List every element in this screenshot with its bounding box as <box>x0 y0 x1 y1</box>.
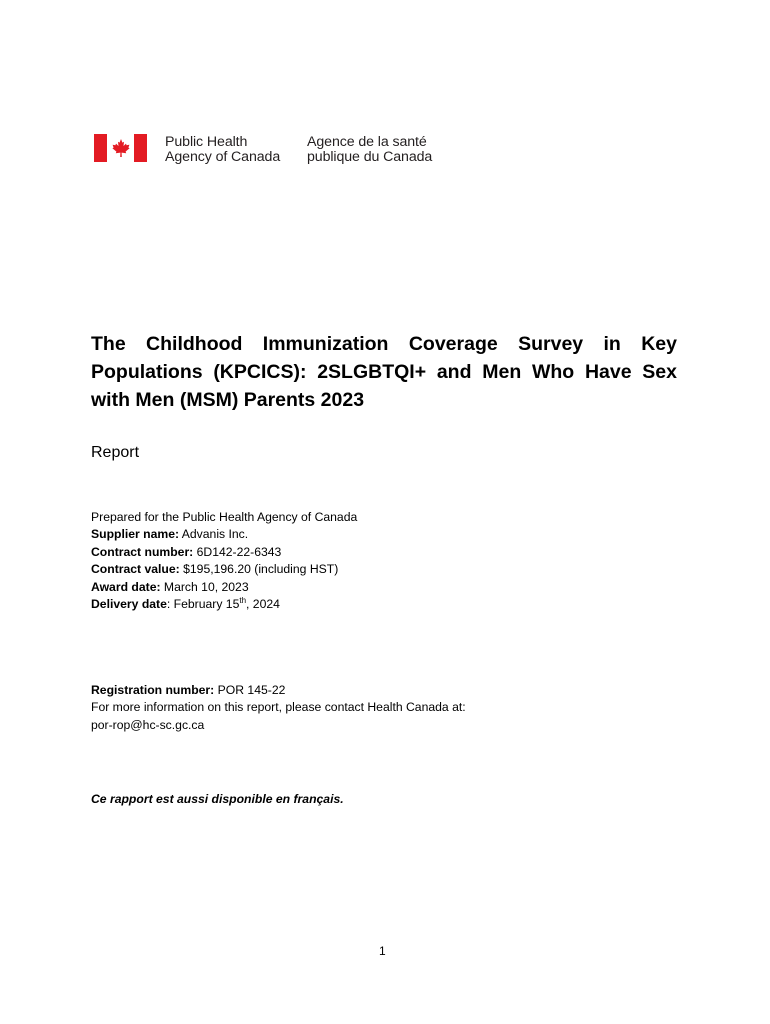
report-title: The Childhood Immunization Coverage Survey in Key Populations (KPCICS): 2SLGBTQI+ and Men Who Have Sex with Men (MSM) Parents 2023 <box>91 333 677 411</box>
delivery-date-label: Delivery date <box>91 597 167 612</box>
report-subtitle: Report <box>91 444 140 461</box>
delivery-date-prefix: : February 15 <box>166 597 240 612</box>
award-date-label: Award date: <box>91 579 161 594</box>
contract-number-label: Contract number: <box>91 544 194 559</box>
contract-details <box>91 509 357 613</box>
prepared-for: Prepared for the Public Health Agency of Canada <box>91 510 358 524</box>
award-date-value: March 10, 2023 <box>163 579 249 594</box>
contract-value-line <box>91 561 357 578</box>
contact-email[interactable]: por-rop@hc-sc.gc.ca <box>91 717 205 732</box>
agency-name-english <box>165 135 280 165</box>
agency-en-line2: Agency of Canada <box>165 149 281 165</box>
french-availability-note: Ce rapport est aussi disponible en français. <box>91 792 344 806</box>
delivery-date-suffix: , 2024 <box>246 597 280 612</box>
contract-number-value: 6D142-22-6343 <box>196 544 282 559</box>
canada-flag-icon <box>94 134 147 162</box>
contract-value-value: $195,196.20 (including HST) <box>183 562 339 577</box>
flag-left-band <box>94 134 107 162</box>
flag-center <box>107 134 134 162</box>
registration-label: Registration number: <box>91 683 215 697</box>
supplier-line <box>91 526 357 543</box>
registration-value: POR 145-22 <box>217 683 286 697</box>
contract-value-label: Contract value: <box>91 562 180 577</box>
registration-block <box>91 682 466 734</box>
supplier-value: Advanis Inc. <box>181 527 249 542</box>
agency-fr-line1: Agence de la santé <box>307 134 427 150</box>
page-number: 1 <box>379 944 386 958</box>
agency-fr-line2: publique du Canada <box>307 149 433 165</box>
contract-number-line <box>91 544 357 561</box>
flag-right-band <box>134 134 147 162</box>
agency-name-french <box>307 135 432 165</box>
delivery-date-sup: th <box>239 595 247 605</box>
agency-en-line1: Public Health <box>165 134 248 150</box>
agency-logo <box>94 134 147 162</box>
supplier-label: Supplier name: <box>91 527 180 542</box>
registration-line <box>91 682 466 699</box>
maple-leaf-icon <box>111 138 131 158</box>
award-date-line <box>91 579 357 596</box>
contact-text: For more information on this report, please contact Health Canada at: <box>91 700 466 715</box>
delivery-date-line <box>91 596 357 613</box>
